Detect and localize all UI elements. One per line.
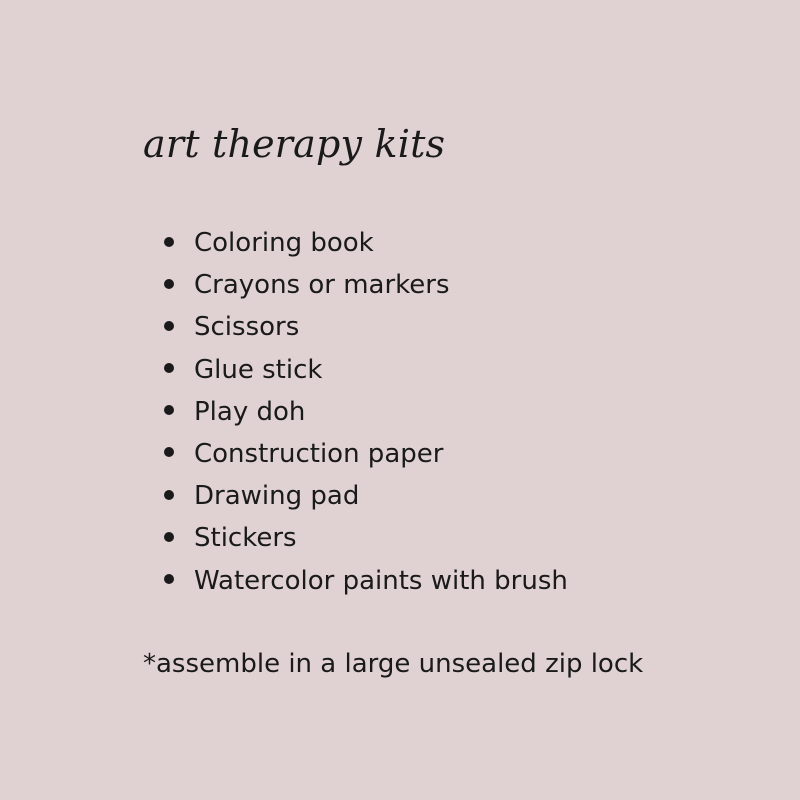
list-item-label: Glue stick: [194, 354, 323, 385]
bullet-icon: [164, 532, 174, 542]
list-item-label: Stickers: [194, 523, 297, 554]
list-item-label: Watercolor paints with brush: [194, 565, 568, 596]
bullet-icon: [164, 574, 174, 584]
bullet-icon: [164, 237, 174, 247]
bullet-icon: [164, 321, 174, 331]
list-item: [164, 475, 568, 517]
list-item: [164, 517, 568, 559]
bullet-icon: [164, 405, 174, 415]
footnote: *assemble in a large unsealed zip lock: [143, 649, 644, 679]
list-item: [164, 391, 568, 433]
list-item: [164, 560, 568, 602]
list-item: [164, 222, 568, 264]
list-item-label: Construction paper: [194, 438, 444, 469]
list-item-label: Coloring book: [194, 228, 374, 258]
bullet-icon: [164, 490, 174, 500]
list-item: [164, 264, 568, 306]
list-item: [164, 433, 568, 475]
bullet-icon: [164, 279, 174, 289]
supply-list: [164, 222, 568, 602]
list-item: [164, 306, 568, 348]
list-item: [164, 349, 568, 391]
bullet-icon: [164, 447, 174, 457]
list-item-label: Crayons or markers: [194, 270, 450, 301]
list-item-label: Drawing pad: [194, 481, 360, 512]
list-item-label: Play doh: [194, 396, 306, 427]
bullet-icon: [164, 363, 174, 373]
page-title: art therapy kits: [143, 122, 446, 166]
list-item-label: Scissors: [194, 312, 300, 343]
